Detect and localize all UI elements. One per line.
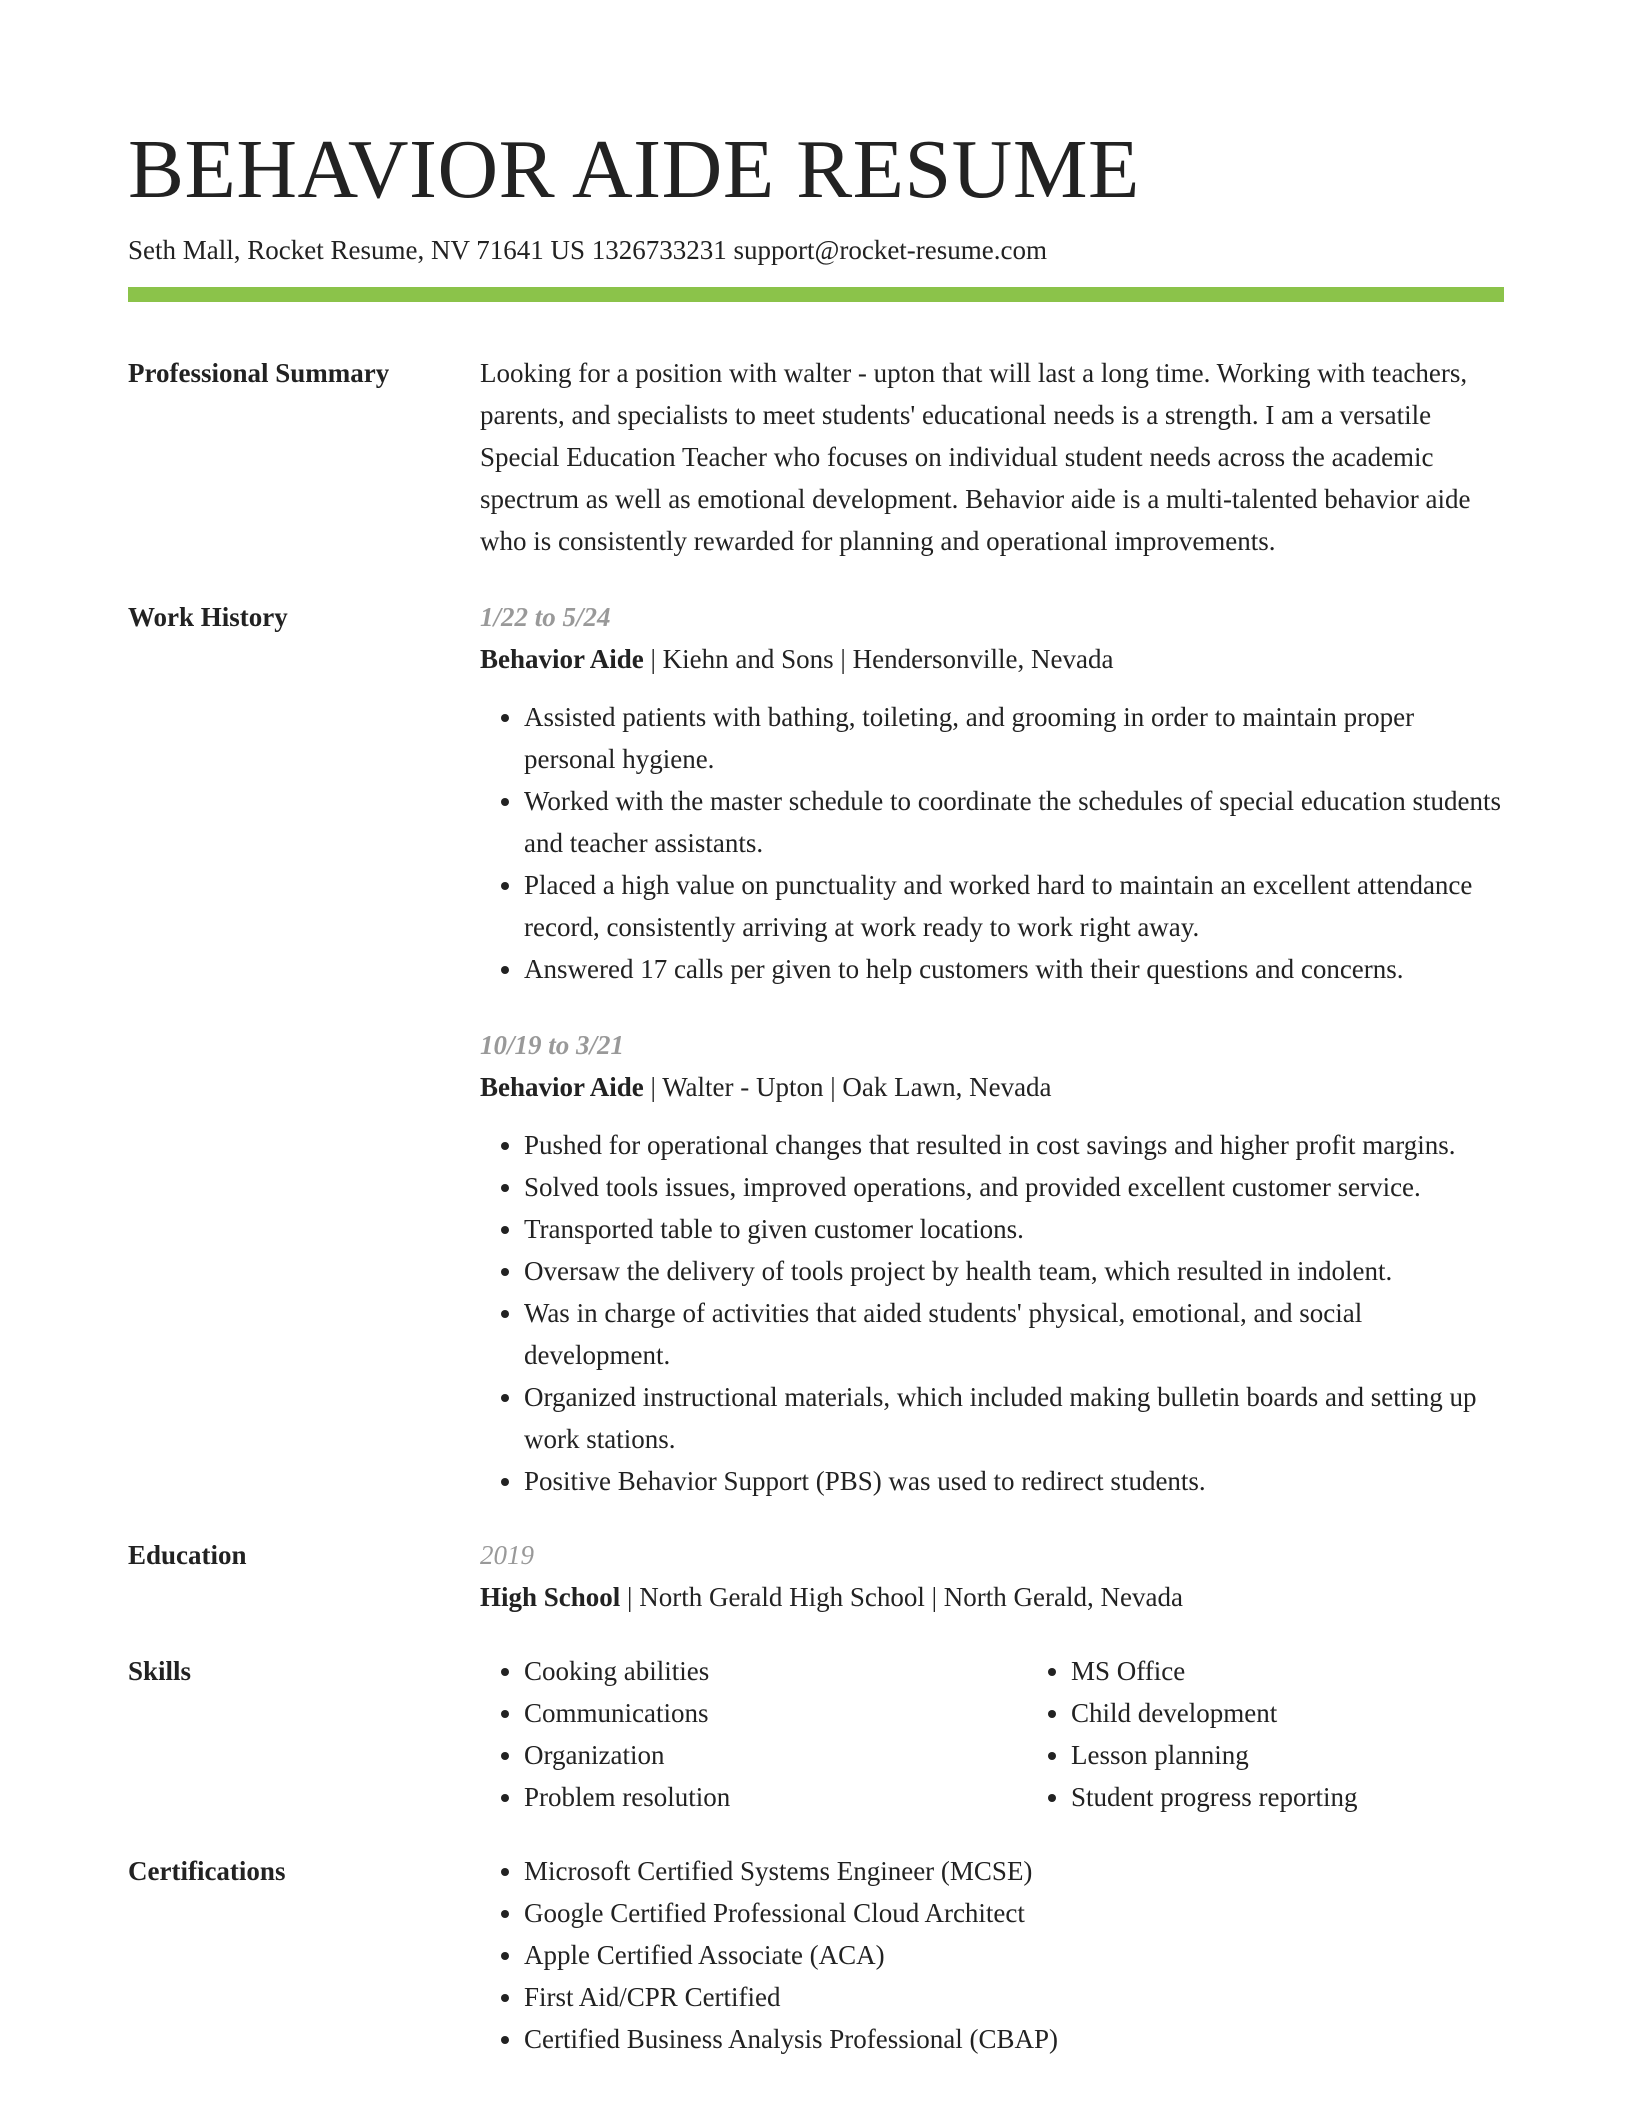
summary-label: Professional Summary — [128, 358, 390, 388]
list-item: • Transported table to given customer locations. — [524, 1208, 1504, 1250]
job-details: | Kiehn and Sons | Hendersonville, Nevada — [643, 644, 1114, 674]
summary-text: Looking for a position with walter - upton that will last a long time. Working with teachers, parents, and specialists to meet students' educational needs is a strength. I am a versatile Special Education Teacher who focuses on individual student needs across the academic spectrum as well as emotional development. Behavior aide is a multi-talented behavior aide who is consistently rewarded for planning and operational improvements. — [480, 358, 1471, 556]
list-item: • MS Office — [1071, 1650, 1504, 1692]
list-item: • Apple Certified Associate (ACA) — [524, 1934, 1504, 1976]
certifications-label: Certifications — [128, 1856, 286, 1886]
work-history-label: Work History — [128, 602, 288, 632]
education-body — [480, 1534, 1504, 1618]
list-item: • Organization — [524, 1734, 1027, 1776]
job-bullets — [480, 696, 1504, 990]
work-history-body — [480, 596, 1504, 1502]
job-dates: 1/22 to 5/24 — [480, 602, 611, 632]
accent-divider — [128, 287, 1504, 302]
education-label: Education — [128, 1540, 247, 1570]
skills-list-left — [480, 1650, 1027, 1818]
skills-section — [128, 1650, 1504, 1818]
list-item: • Placed a high value on punctuality and worked hard to maintain an excellent attendance record, consistently arriving at work ready to work right away. — [524, 864, 1504, 948]
resume-title: BEHAVIOR AIDE RESUME — [128, 123, 1140, 216]
summary-body — [480, 352, 1504, 562]
contact-line: Seth Mall, Rocket Resume, NV 71641 US 1326733231 support@rocket-resume.com — [128, 235, 1048, 265]
skills-label: Skills — [128, 1656, 192, 1686]
job-details: | Walter - Upton | Oak Lawn, Nevada — [643, 1072, 1052, 1102]
work-history-section — [128, 596, 1504, 1502]
list-item: • Answered 17 calls per given to help customers with their questions and concerns. — [524, 948, 1504, 990]
job-bullets — [480, 1124, 1504, 1502]
job-title: Behavior Aide — [480, 644, 644, 674]
job-entry — [480, 596, 1504, 990]
list-item: • First Aid/CPR Certified — [524, 1976, 1504, 2018]
list-item: • Certified Business Analysis Professional (CBAP) — [524, 2018, 1504, 2060]
list-item: • Microsoft Certified Systems Engineer (MCSE) — [524, 1850, 1504, 1892]
list-item: • Child development — [1071, 1692, 1504, 1734]
list-item: • Was in charge of activities that aided students' physical, emotional, and social development. — [524, 1292, 1504, 1376]
list-item: • Worked with the master schedule to coordinate the schedules of special education students and teacher assistants. — [524, 780, 1504, 864]
education-details: | North Gerald High School | North Gerald, Nevada — [620, 1582, 1183, 1612]
list-item: • Communications — [524, 1692, 1027, 1734]
list-item: • Lesson planning — [1071, 1734, 1504, 1776]
skills-body — [480, 1650, 1504, 1818]
list-item: • Student progress reporting — [1071, 1776, 1504, 1818]
skills-list-right — [1027, 1650, 1504, 1818]
summary-section — [128, 352, 1504, 562]
education-line — [480, 1576, 1504, 1618]
list-item: • Positive Behavior Support (PBS) was used to redirect students. — [524, 1460, 1504, 1502]
list-item: • Organized instructional materials, which included making bulletin boards and setting up work stations. — [524, 1376, 1504, 1460]
job-dates: 10/19 to 3/21 — [480, 1030, 625, 1060]
certifications-list — [480, 1850, 1504, 2060]
list-item: • Oversaw the delivery of tools project by health team, which resulted in indolent. — [524, 1250, 1504, 1292]
resume-page — [128, 120, 1504, 2060]
education-year: 2019 — [480, 1540, 534, 1570]
list-item: • Assisted patients with bathing, toileting, and grooming in order to maintain proper personal hygiene. — [524, 696, 1504, 780]
job-title: Behavior Aide — [480, 1072, 644, 1102]
certifications-section — [128, 1850, 1504, 2060]
list-item: • Pushed for operational changes that resulted in cost savings and higher profit margins. — [524, 1124, 1504, 1166]
job-role-line — [480, 1066, 1504, 1108]
list-item: • Cooking abilities — [524, 1650, 1027, 1692]
list-item: • Google Certified Professional Cloud Architect — [524, 1892, 1504, 1934]
education-degree: High School — [480, 1582, 621, 1612]
certifications-body — [480, 1850, 1504, 2060]
education-section — [128, 1534, 1504, 1618]
job-entry — [480, 1024, 1504, 1502]
list-item: • Solved tools issues, improved operations, and provided excellent customer service. — [524, 1166, 1504, 1208]
job-role-line — [480, 638, 1504, 680]
list-item: • Problem resolution — [524, 1776, 1027, 1818]
